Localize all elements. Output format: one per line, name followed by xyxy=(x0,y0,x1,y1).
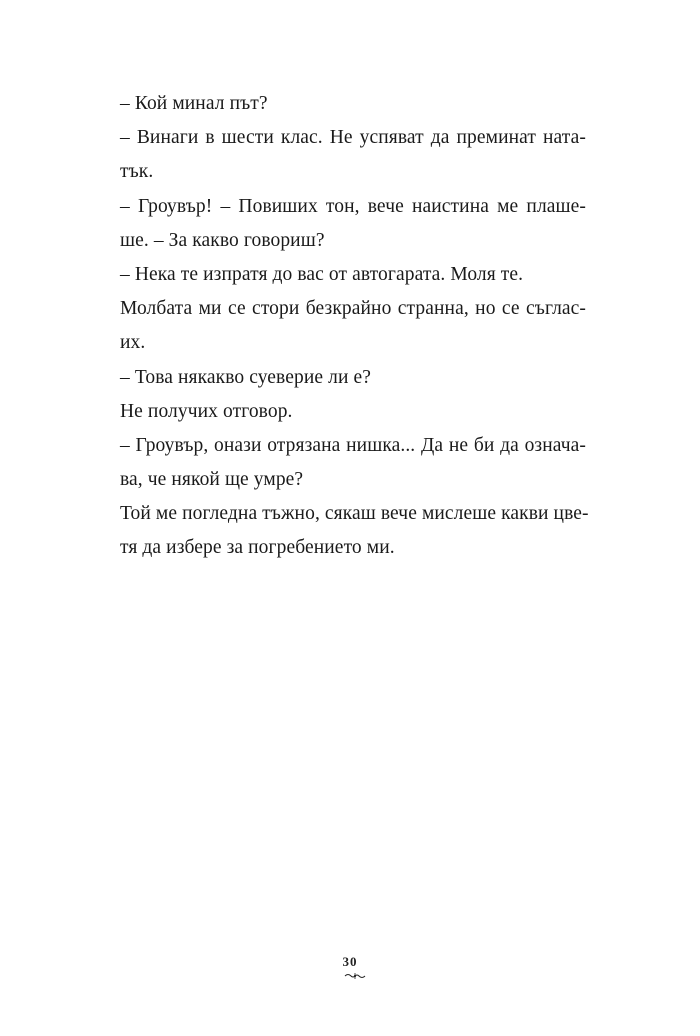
decorative-flourish-icon xyxy=(344,972,366,980)
text-line: тя да избере за погребението ми. xyxy=(120,537,395,559)
body-text xyxy=(120,87,589,566)
text-line: их. xyxy=(120,332,146,354)
text-line: ва, че някой ще умре? xyxy=(120,469,304,491)
text-line: – Гроувър! – Повиших тон, вече наистина ме плаше- xyxy=(120,195,586,217)
page-number: 30 xyxy=(342,954,358,969)
text-line: – Кой минал път? xyxy=(120,93,268,114)
text-line: Молбата ми се стори безкрайно странна, но се съглас- xyxy=(120,298,586,320)
text-line: – Гроувър, онази отрязана нишка... Да не би да означа- xyxy=(120,434,586,456)
text-line: ше. – За какво говориш? xyxy=(120,229,325,251)
text-line: – Това някакво суеверие ли е? xyxy=(120,366,371,388)
text-line: – Винаги в шести клас. Не успяват да преминат ната- xyxy=(120,127,586,149)
text-line: тък. xyxy=(120,161,154,183)
text-line: Не получих отговор. xyxy=(120,400,293,422)
text-line: – Нека те изпратя до вас от автогарата. Моля те. xyxy=(120,263,524,285)
text-line: Той ме погледна тъжно, сякаш вече мислеше какви цве- xyxy=(120,503,589,525)
